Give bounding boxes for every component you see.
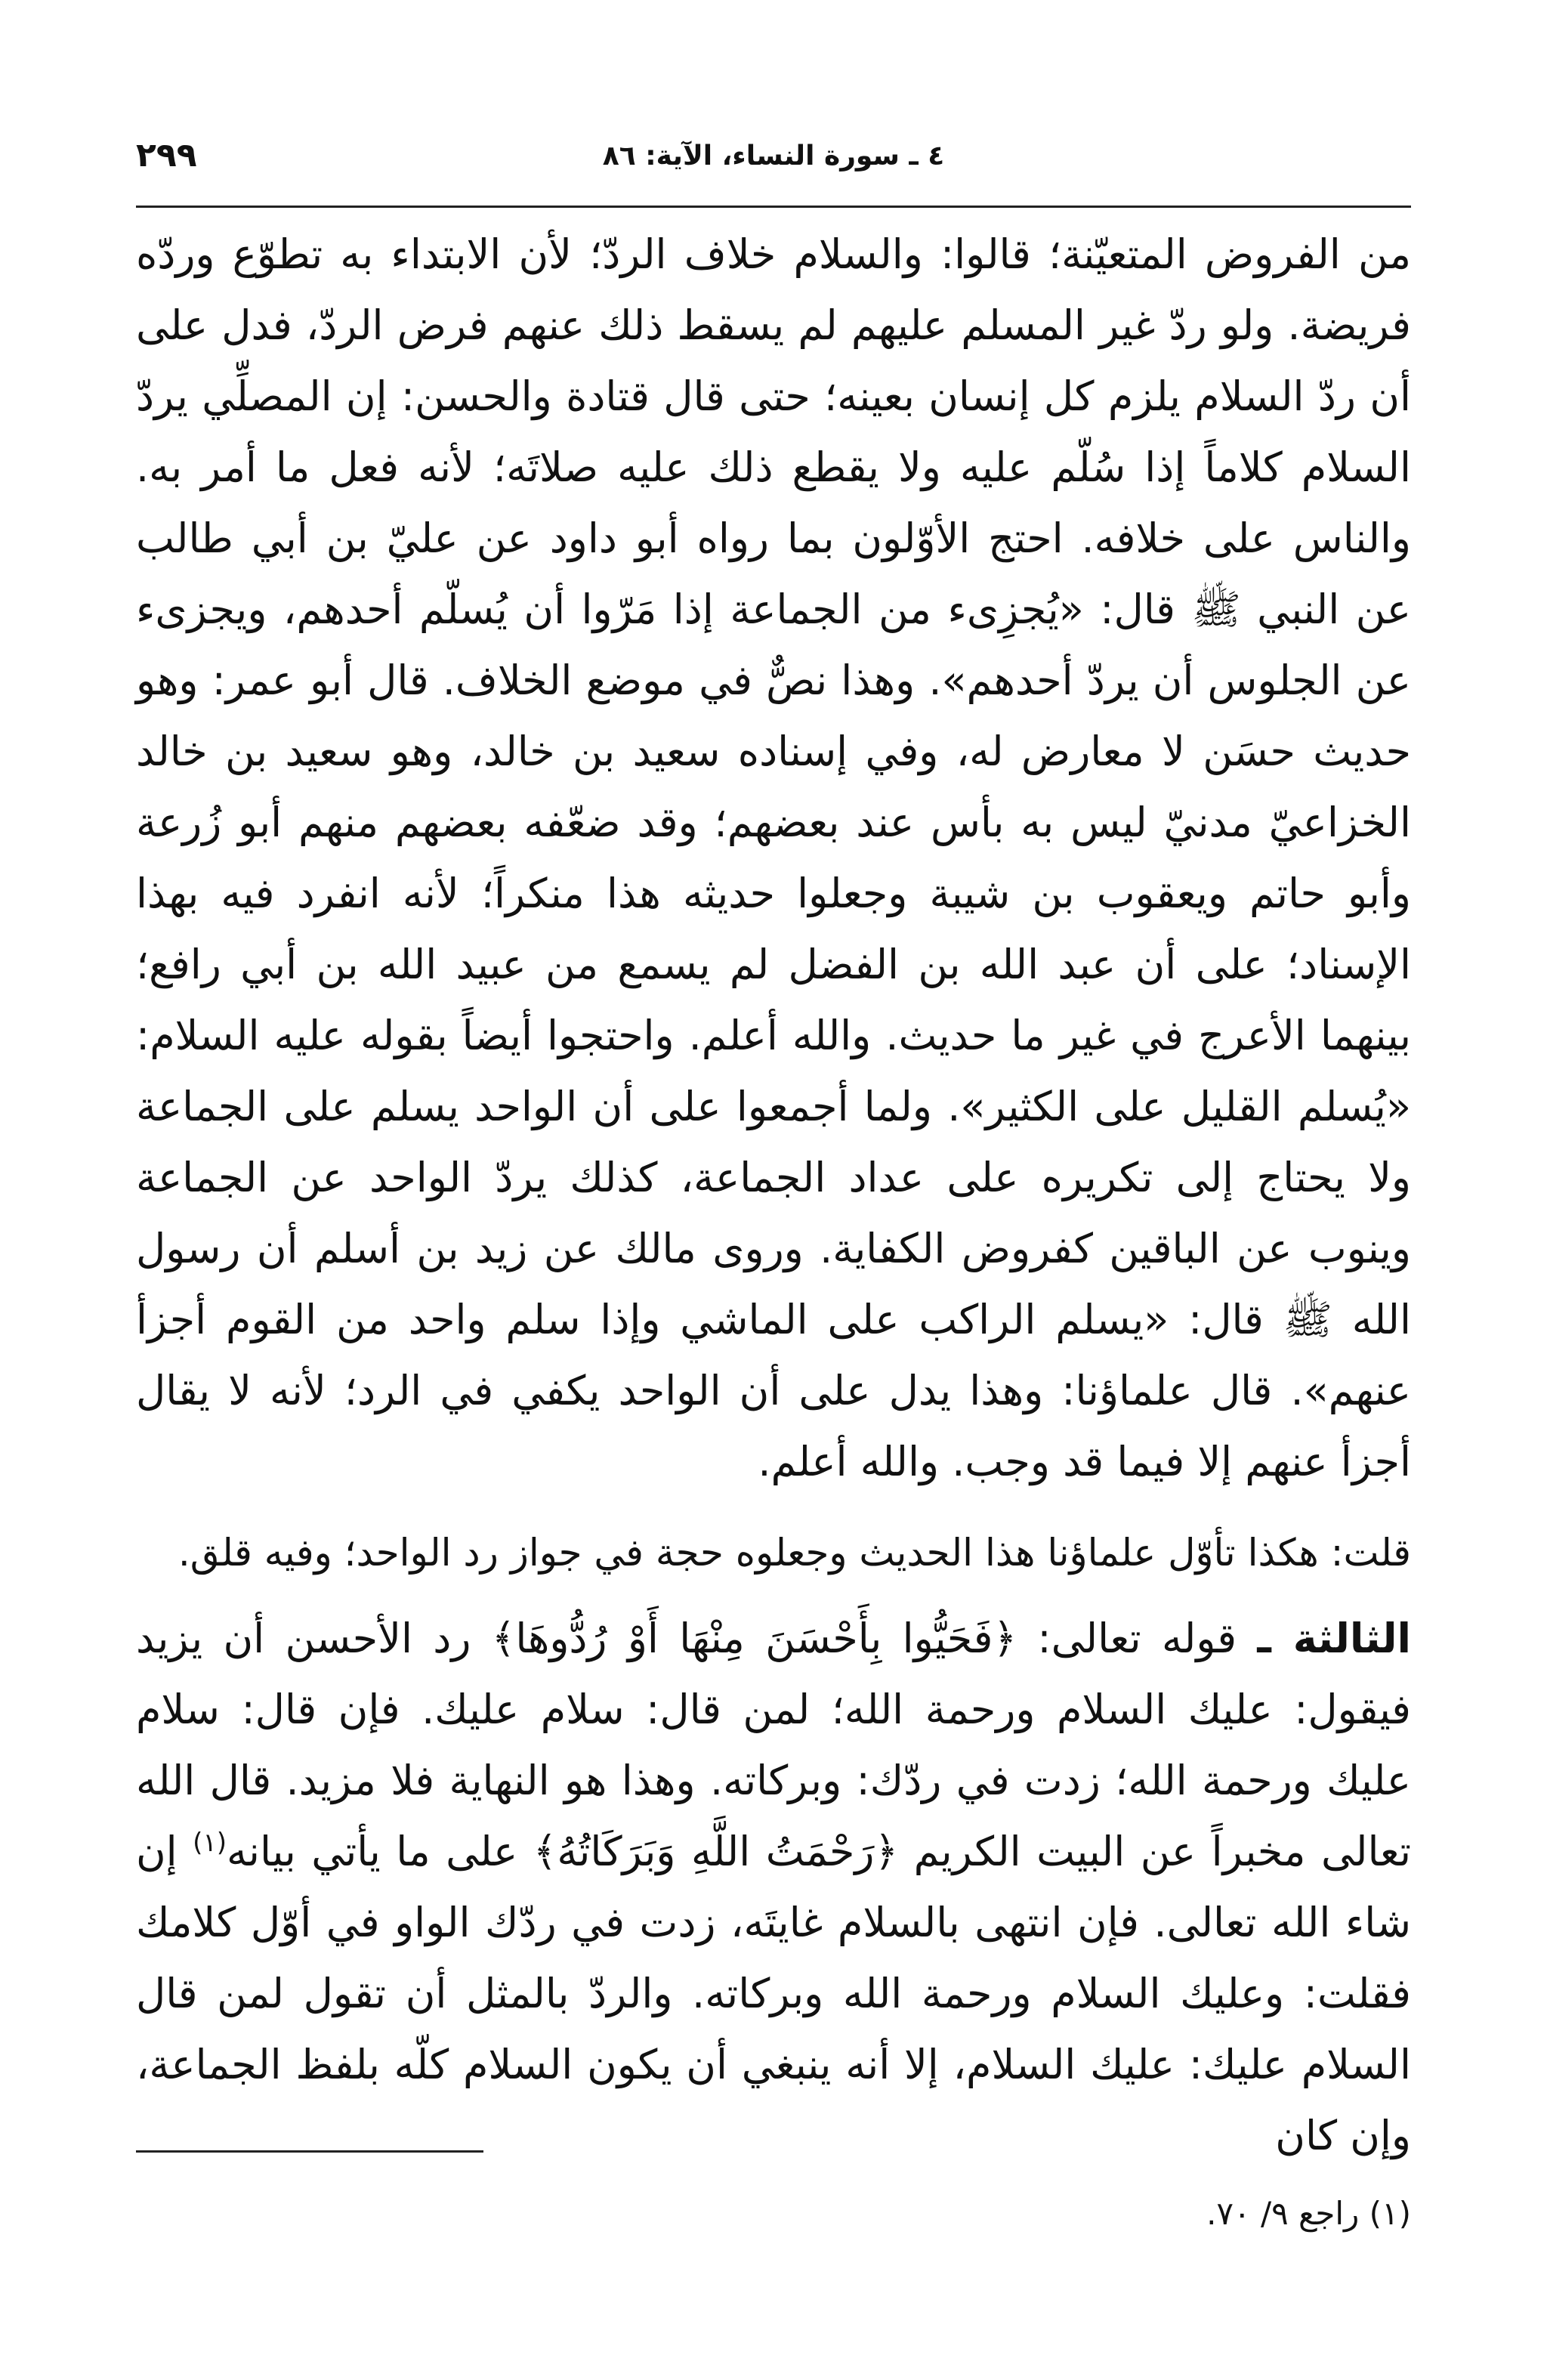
header-divider [136,206,1411,208]
page-number: ٢٩٩ [136,136,197,175]
main-text [136,219,1411,2171]
paragraph-3 [136,1603,1411,2171]
footnote-reference[interactable]: (١) [193,1828,227,1858]
paragraph-3-text-after: إن شاء الله تعالى. فإن انتهى بالسلام غايتَه، زدت في ردّك الواو في أوّل كلامك فقلت: وعليك السلام ورحمة الله وبركاته. والردّ بالمثل أن تقول لمن قال السلام عليك: عليك السلام، إلا أنه ينبغي أن يكون السلام كلّه بلفظ الجماعة، وإن كان [136,1828,1411,2159]
footnote: (١) راجع ٩/ ٧٠. [1206,2195,1411,2232]
running-title: ٤ ـ سورة النساء، الآية: ٨٦ [602,141,945,172]
paragraph-1: من الفروض المتعيّنة؛ قالوا: والسلام خلاف الردّ؛ لأن الابتداء به تطوّع وردّه فريضة. ولو ردّ غير المسلم عليهم لم يسقط ذلك عنهم فرض الردّ، فدل على أن ردّ السلام يلزم كل إنسان بعينه؛ حتى قال قتادة والحسن: إن المصلِّي يردّ السلام كلاماً إذا سُلّم عليه ولا يقطع ذلك عليه صلاتَه؛ لأنه فعل ما أمر به. والناس على خلافه. احتج الأوّلون بما رواه أبو داود عن عليّ بن أبي طالب عن النبي ﷺ قال: «يُجزِىء من الجماعة إذا مَرّوا أن يُسلّم أحدهم، ويجزىء عن الجلوس أن يردّ أحدهم». وهذا نصٌّ في موضع الخلاف. قال أبو عمر: وهو حديث حسَن لا معارض له، وفي إسناده سعيد بن خالد، وهو سعيد بن خالد الخزاعيّ مدنيّ ليس به بأس عند بعضهم؛ وقد ضعّفه بعضهم منهم أبو زُرعة وأبو حاتم ويعقوب بن شيبة وجعلوا حديثه هذا منكراً؛ لأنه انفرد فيه بهذا الإسناد؛ على أن عبد الله بن الفضل لم يسمع من عبيد الله بن أبي رافع؛ بينهما الأعرج في غير ما حديث. والله أعلم. واحتجوا أيضاً بقوله عليه السلام: «يُسلم القليل على الكثير». ولما أجمعوا على أن الواحد يسلم على الجماعة ولا يحتاج إلى تكريره على عداد الجماعة، كذلك يردّ الواحد عن الجماعة وينوب عن الباقين كفروض الكفاية. وروى مالك عن زيد بن أسلم أن رسول الله ﷺ قال: «يسلم الراكب على الماشي وإذا سلم واحد من القوم أجزأ عنهم». قال علماؤنا: وهذا يدل على أن الواحد يكفي في الرد؛ لأنه لا يقال أجزأ عنهم إلا فيما قد وجب. والله أعلم. [136,230,1411,1485]
paragraph-2: قلت: هكذا تأوّل علماؤنا هذا الحديث وجعلوه حجة في جواز رد الواحد؛ وفيه قلق. [178,1531,1411,1575]
paragraph-3-lead: الثالثة ـ [1257,1615,1411,1662]
paragraph-3-text-before: قوله تعالى: ﴿فَحَيُّوا بِأَحْسَنَ مِنْهَا أَوْ رُدُّوهَا﴾ رد الأحسن أن يزيد فيقول: عليك السلام ورحمة الله؛ لمن قال: سلام عليك. فإن قال: سلام عليك ورحمة الله؛ زدت في ردّك: وبركاته. وهذا هو النهاية فلا مزيد. قال الله تعالى مخبراً عن البيت الكريم ﴿رَحْمَتُ اللَّهِ وَبَرَكَاتُهُ﴾ على ما يأتي بيانه [136,1615,1411,1875]
footnote-divider [136,2150,483,2153]
page-header [136,136,1411,189]
